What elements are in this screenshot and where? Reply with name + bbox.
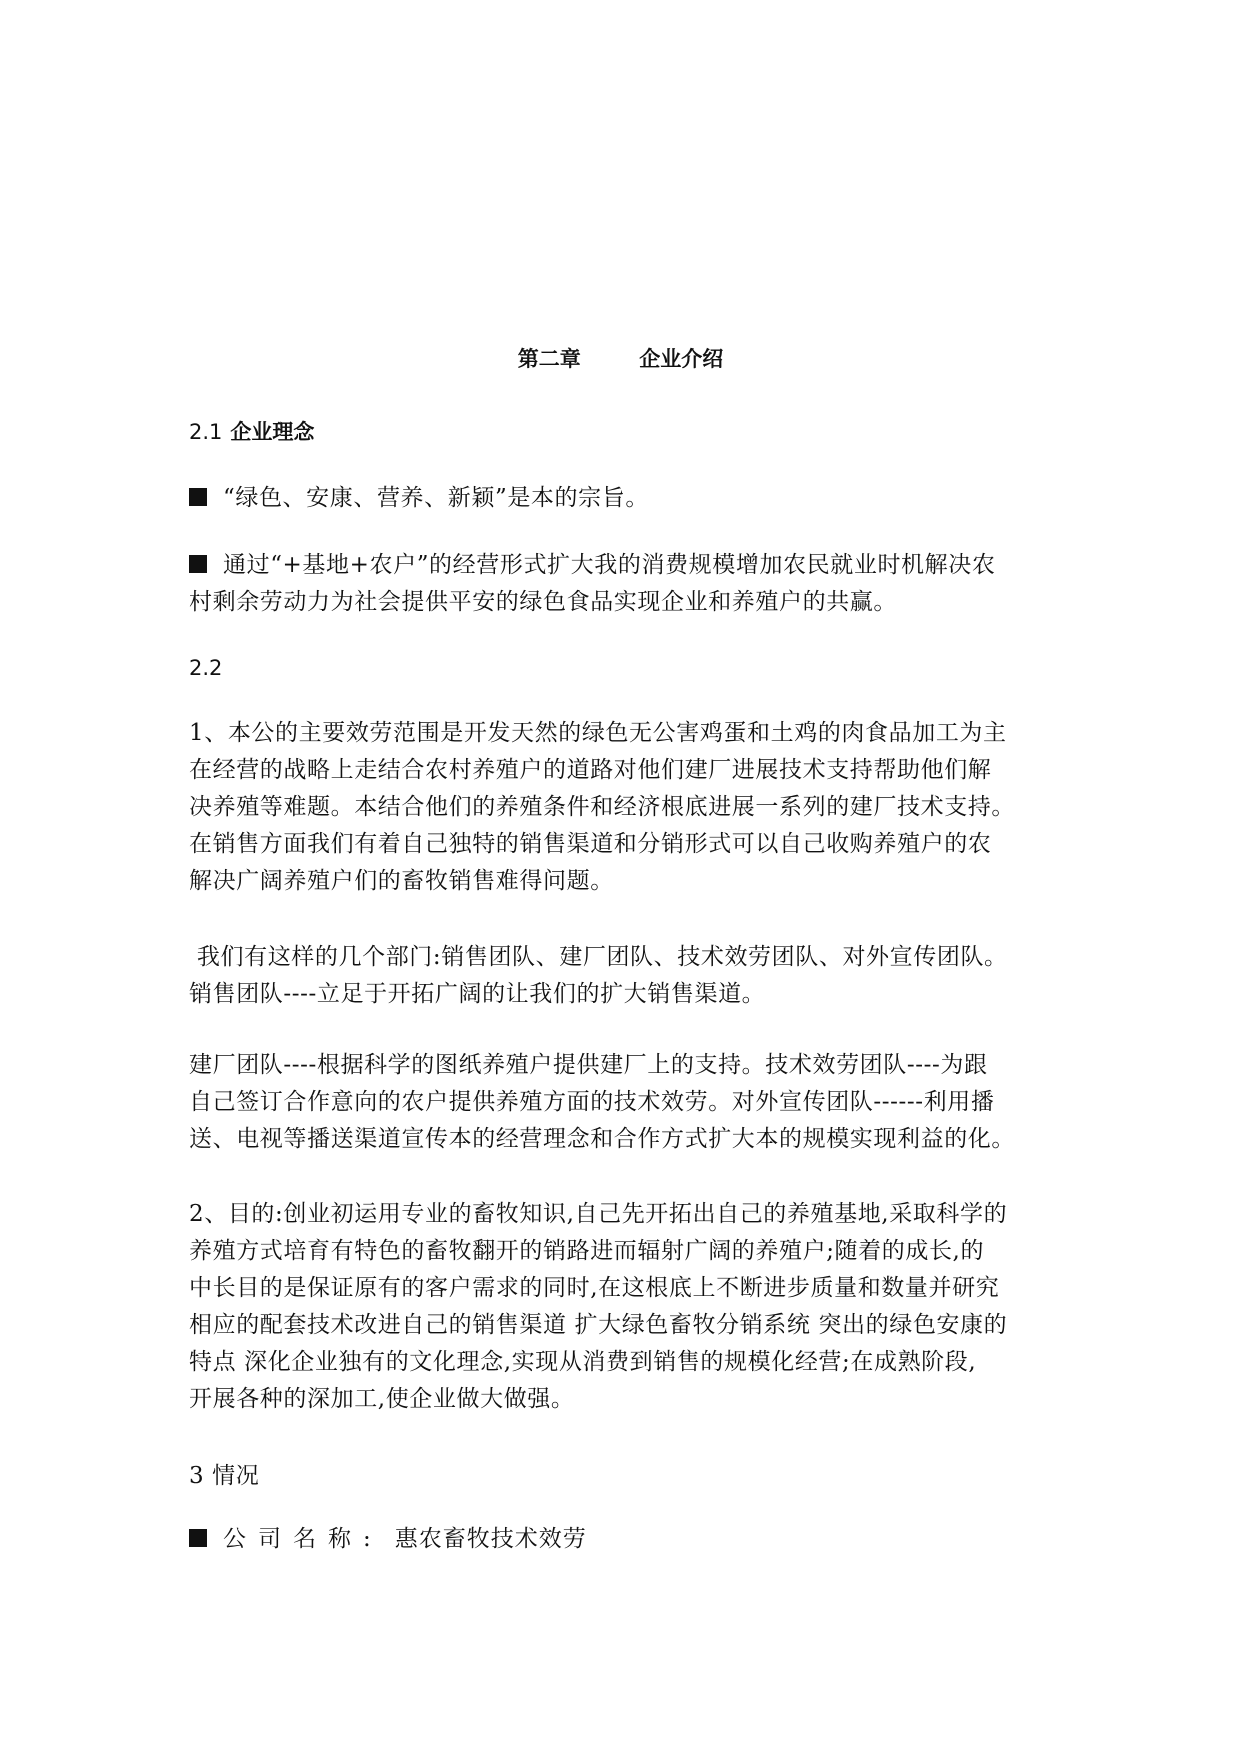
bullet-item-slogan (189, 480, 1069, 517)
bullet-line (189, 547, 1069, 584)
paragraph-line: 相应的配套技术改进自己的销售渠道 扩大绿色畜牧分销系统 突出的绿色安康的 (189, 1312, 1008, 1338)
paragraph-line: 中长目的是保证原有的客户需求的同时,在这根底上不断进步质量和数量并研究 (189, 1275, 1000, 1301)
square-bullet-icon (189, 1529, 207, 1547)
paragraph-line: 决养殖等难题。本结合他们的养殖条件和经济根底进展一系列的建厂技术支持。 (189, 794, 1015, 820)
bullet-item-company-name (189, 1521, 1069, 1558)
section-heading-2-2 (189, 653, 1069, 683)
paragraph-line: 自己签订合作意向的农户提供养殖方面的技术效劳。对外宣传团队------利用播 (189, 1089, 995, 1115)
paragraph-line: 送、电视等播送渠道宣传本的经营理念和合作方式扩大本的规模实现利益的化。 (189, 1126, 1015, 1152)
section-title: 企业理念 (230, 420, 315, 444)
paragraph-line: 1、本公的主要效劳范围是开发天然的绿色无公害鸡蛋和土鸡的肉食品加工为主 (189, 720, 1007, 746)
chapter-title: 第二章 企业介绍 (517, 347, 724, 371)
paragraph-line: 特点 深化企业独有的文化理念,实现从消费到销售的规模化经营;在成熟阶段, (189, 1349, 977, 1375)
square-bullet-icon (189, 488, 207, 506)
section-heading-3 (189, 1458, 1069, 1495)
paragraph-line: 开展各种的深加工,使企业做大做强。 (189, 1386, 575, 1412)
paragraph-line: 解决广阔养殖户们的畜牧销售难得问题。 (189, 868, 614, 894)
section-text: 3 情况 (189, 1463, 260, 1489)
paragraph-teams (189, 1047, 1069, 1158)
section-heading-2-1 (189, 417, 1069, 447)
company-name-label: 公司名称: (223, 1526, 383, 1552)
bullet-line: 村剩余劳动力为社会提供平安的绿色食品实现企业和养殖户的共赢。 (189, 589, 897, 615)
paragraph-departments (189, 939, 1069, 1013)
paragraph-line: 销售团队----立足于开拓广阔的让我们的扩大销售渠道。 (189, 981, 766, 1007)
section-number: 2.2 (189, 656, 223, 680)
bullet-line (189, 480, 1069, 517)
paragraph-line: 我们有这样的几个部门:销售团队、建厂团队、技术效劳团队、对外宣传团队。 (189, 944, 1008, 970)
bullet-line (189, 1521, 1069, 1558)
paragraph-line: 在经营的战略上走结合农村养殖户的道路对他们建厂进展技术支持帮助他们解 (189, 757, 992, 783)
bullet-text: “绿色、安康、营养、新颖”是本的宗旨。 (223, 485, 649, 511)
bullet-item-model (189, 547, 1069, 621)
bullet-text: 通过“+基地+农户”的经营形式扩大我的消费规模增加农民就业时机解决农 (223, 552, 996, 578)
paragraph-line: 养殖方式培育有特色的畜牧翻开的销路进而辐射广阔的养殖户;随着的成长,的 (189, 1238, 985, 1264)
paragraph-scope (189, 715, 1069, 900)
company-name-value: 惠农畜牧技术效劳 (394, 1526, 587, 1552)
paragraph-goals (189, 1196, 1069, 1418)
paragraph-line: 在销售方面我们有着自己独特的销售渠道和分销形式可以自己收购养殖户的农 (189, 831, 992, 857)
paragraph-line: 2、目的:创业初运用专业的畜牧知识,自己先开拓出自己的养殖基地,采取科学的 (189, 1201, 1008, 1227)
paragraph-line: 建厂团队----根据科学的图纸养殖户提供建厂上的支持。技术效劳团队----为跟 (189, 1052, 988, 1078)
square-bullet-icon (189, 555, 207, 573)
section-number: 2.1 (189, 420, 223, 444)
